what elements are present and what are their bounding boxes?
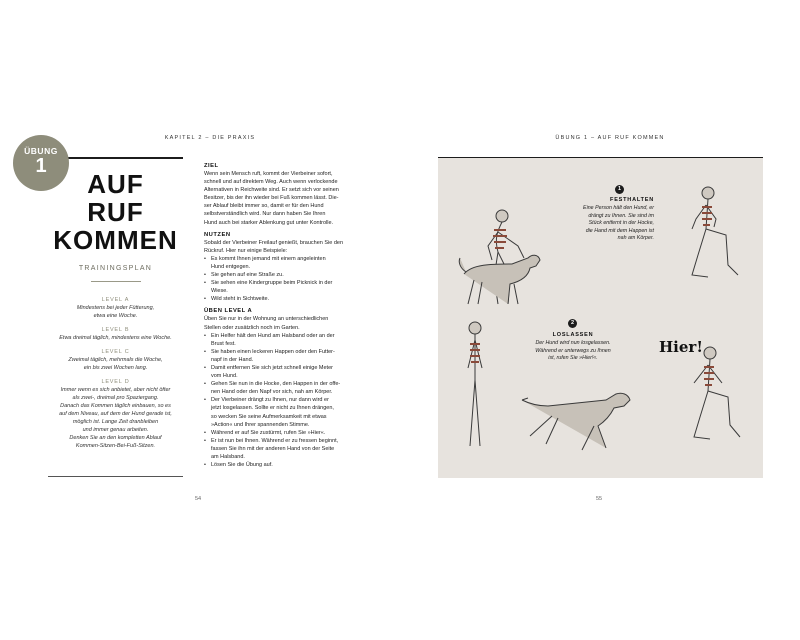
step-2-text-line: Während er unterwegs zu Ihnen bbox=[535, 347, 611, 354]
training-levels bbox=[48, 296, 183, 456]
step-2-title: LOSLASSEN bbox=[552, 332, 594, 338]
step-1-text-line: nah am Körper. bbox=[617, 235, 654, 241]
badge-label: ÜBUNG bbox=[24, 146, 58, 156]
bullet-line: Der Vierbeiner drängt zu Ihnen, nur dann wird er bbox=[211, 397, 329, 404]
level-text: ein bis zwei Wochen lang. bbox=[83, 365, 148, 371]
paragraph-line: Stellen oder zusätzlich noch im Garten. bbox=[204, 324, 300, 331]
section-heading: ZIEL bbox=[204, 163, 219, 169]
bullet-line: Sie haben einen leckeren Happen oder den Futter- bbox=[211, 348, 335, 355]
level-text: Denken Sie an den kompletten Ablauf bbox=[69, 435, 162, 441]
title-line: KOMMEN bbox=[53, 225, 178, 255]
paragraph-line: schnell und auf direktem Weg. Auch wenn verlockende bbox=[204, 179, 338, 186]
bullet-list bbox=[204, 255, 364, 304]
level-title: LEVEL C bbox=[101, 349, 130, 355]
bullet-line: napf in der Hand. bbox=[211, 356, 254, 363]
page-number-left: 54 bbox=[195, 496, 202, 502]
bullet-line: vom Hund. bbox=[211, 373, 238, 380]
bullet-line: jetzt losgelassen. Sollte er nicht zu Ihnen drängen, bbox=[211, 405, 334, 412]
title-line: RUF bbox=[87, 197, 144, 227]
bullet-item bbox=[211, 271, 364, 279]
level-text: Zweimal täglich, mehrmals die Woche, bbox=[68, 357, 163, 363]
level-text: Immer wenn es sich anbietet, aber nicht öfter bbox=[60, 387, 171, 393]
step-2-description bbox=[530, 340, 616, 363]
bullet-line: Er ist nun bei Ihnen. Während er zu fressen beginnt, bbox=[211, 437, 339, 444]
step-1-title: FESTHALTEN bbox=[610, 197, 654, 203]
step-2-badge: 2 bbox=[568, 319, 577, 328]
section-goal bbox=[204, 162, 364, 227]
bullet-line: Während er auf Sie zustürmt, rufen Sie »Hier«. bbox=[211, 429, 326, 436]
bullet-item bbox=[211, 429, 364, 437]
paragraph-line: ser Ablauf bleibt immer so, damit er für den Hund bbox=[204, 203, 324, 210]
paragraph-line: Besitzer, bis der ihn wieder bei Fuß kommen lässt. Die- bbox=[204, 195, 339, 202]
bullet-line: Es kommt Ihnen jemand mit einem angeleinten bbox=[211, 255, 326, 262]
badge-number: 1 bbox=[35, 155, 47, 177]
step-1-description bbox=[578, 205, 654, 243]
step-1-badge: 1 bbox=[615, 185, 624, 194]
paragraph-line: Üben Sie nur in der Wohnung an unterschiedlichen bbox=[204, 316, 329, 323]
level-d bbox=[48, 378, 183, 450]
plan-rule bbox=[91, 281, 141, 282]
step-1-text-line: Eine Person hält den Hund, er bbox=[583, 205, 654, 211]
bullet-line: fassen Sie ihn mit der anderen Hand von der Seite bbox=[211, 445, 335, 452]
bullet-line: Ein Helfer hält den Hund am Halsband oder an der bbox=[211, 332, 335, 339]
section-heading: NUTZEN bbox=[204, 231, 231, 238]
bullet-line: »Action« und Ihrer spannenden Stimme. bbox=[211, 421, 310, 428]
paragraph-line: Alternativen in Reichweite sind. Er setzt sich vor seinen bbox=[204, 187, 339, 194]
bullet-item bbox=[211, 295, 364, 303]
illustration-panel bbox=[438, 158, 763, 478]
bullet-item bbox=[211, 332, 364, 348]
page-title bbox=[48, 170, 183, 254]
bullet-item bbox=[211, 396, 364, 428]
step-2-text-line: Der Hund wird nun losgelassen. bbox=[535, 340, 611, 346]
helper-holding-dog-illustration bbox=[458, 208, 548, 308]
bullet-line: Hund entgegen. bbox=[211, 263, 251, 270]
right-page bbox=[400, 0, 800, 640]
level-title: LEVEL B bbox=[101, 327, 130, 333]
step-2-text-line: ist, rufen Sie »Hier!«. bbox=[548, 355, 598, 361]
bullet-line: Gehen Sie nun in die Hocke, den Happen in der offe- bbox=[211, 381, 341, 388]
bullet-line: Sie gehen auf eine Straße zu. bbox=[211, 272, 284, 279]
level-text: möglich ist. Lange Zeit dranbleiben bbox=[72, 419, 159, 425]
level-text: und immer genau arbeiten. bbox=[82, 427, 149, 433]
step-1-text-line: drängt zu Ihnen. Sie sind im bbox=[588, 212, 654, 219]
section-practice-level-a bbox=[204, 307, 364, 469]
level-c bbox=[48, 348, 183, 372]
bullet-line: Lösen Sie die Übung auf. bbox=[211, 462, 273, 469]
bullet-line: Wiese. bbox=[211, 288, 228, 295]
step-1-text-line: Stück entfernt in der Hocke, bbox=[588, 220, 654, 226]
bullet-line: so wecken Sie seine Aufmerksamkeit mit etwas bbox=[211, 413, 327, 420]
level-title: LEVEL A bbox=[101, 297, 130, 303]
paragraph-line: Rückruf. Hier nur einige Beispiele: bbox=[204, 247, 288, 254]
level-title: LEVEL D bbox=[101, 379, 130, 385]
calling-owner-illustration bbox=[688, 343, 748, 453]
bullet-item bbox=[211, 461, 364, 469]
bullet-line: Brust fest. bbox=[211, 340, 236, 347]
plan-bottom-rule bbox=[48, 476, 183, 477]
bullet-line: Sie sehen eine Kindergruppe beim Picknick in der bbox=[211, 280, 333, 287]
text-column bbox=[204, 158, 364, 469]
paragraph-line: Hund auch bei starker Ablenkung gut unter Kontrolle. bbox=[204, 219, 334, 226]
level-text: als zwei-, dreimal pro Spaziergang. bbox=[72, 395, 159, 401]
bullet-item bbox=[211, 437, 364, 461]
level-text: etwa eine Woche. bbox=[93, 313, 138, 319]
bullet-line: nen Hand oder den Napf vor sich, nah am Körper. bbox=[211, 389, 333, 396]
kneeling-owner-illustration bbox=[688, 183, 748, 293]
bullet-item bbox=[211, 279, 364, 295]
step-1-text-line: die Hand mit dem Happen ist bbox=[585, 227, 654, 234]
hier-shout: Hier! bbox=[659, 338, 703, 356]
bullet-list bbox=[204, 332, 364, 470]
level-text: Etwa dreimal täglich, mindestens eine Woche. bbox=[59, 335, 172, 341]
helper-standing-illustration bbox=[460, 318, 490, 453]
level-text: auf dem Niveau, auf dem der Hund gerade ist, bbox=[59, 411, 172, 417]
page-number-right: 55 bbox=[596, 496, 603, 502]
bullet-item bbox=[211, 364, 364, 380]
bullet-line: am Halsband. bbox=[211, 454, 245, 460]
bullet-item bbox=[211, 348, 364, 364]
bullet-line: Damit entfernen Sie sich jetzt schnell einige Meter bbox=[211, 364, 333, 371]
paragraph-line: Wenn sein Mensch ruft, kommt der Vierbeiner sofort, bbox=[204, 171, 333, 177]
level-text: Mindestens bei jeder Fütterung, bbox=[76, 305, 155, 311]
title-line: AUF bbox=[87, 169, 144, 199]
section-heading: ÜBEN LEVEL A bbox=[204, 308, 253, 315]
running-dog-illustration bbox=[518, 388, 638, 458]
running-head-left: KAPITEL 2 – DIE PRAXIS bbox=[164, 135, 256, 141]
training-plan-heading: TRAININGSPLAN bbox=[78, 265, 153, 272]
paragraph-line: selbstverständlich wird. Nur dann haben Sie Ihren bbox=[204, 211, 326, 218]
level-text: Kommen-Sitzen-Bei-Fuß-Sitzen. bbox=[75, 443, 156, 449]
level-a bbox=[48, 296, 183, 320]
bullet-item bbox=[211, 380, 364, 396]
running-head-right: ÜBUNG 1 – AUF RUF KOMMEN bbox=[555, 135, 665, 141]
level-text: Danach das Kommen täglich einbauen, so es bbox=[60, 403, 171, 409]
paragraph-line: Sobald der Vierbeiner Freilauf genießt, brauchen Sie den bbox=[204, 239, 344, 246]
section-benefit bbox=[204, 231, 364, 304]
level-b bbox=[48, 326, 183, 342]
bullet-line: Wild steht in Sichtweite. bbox=[211, 296, 270, 303]
bullet-item bbox=[211, 255, 364, 271]
